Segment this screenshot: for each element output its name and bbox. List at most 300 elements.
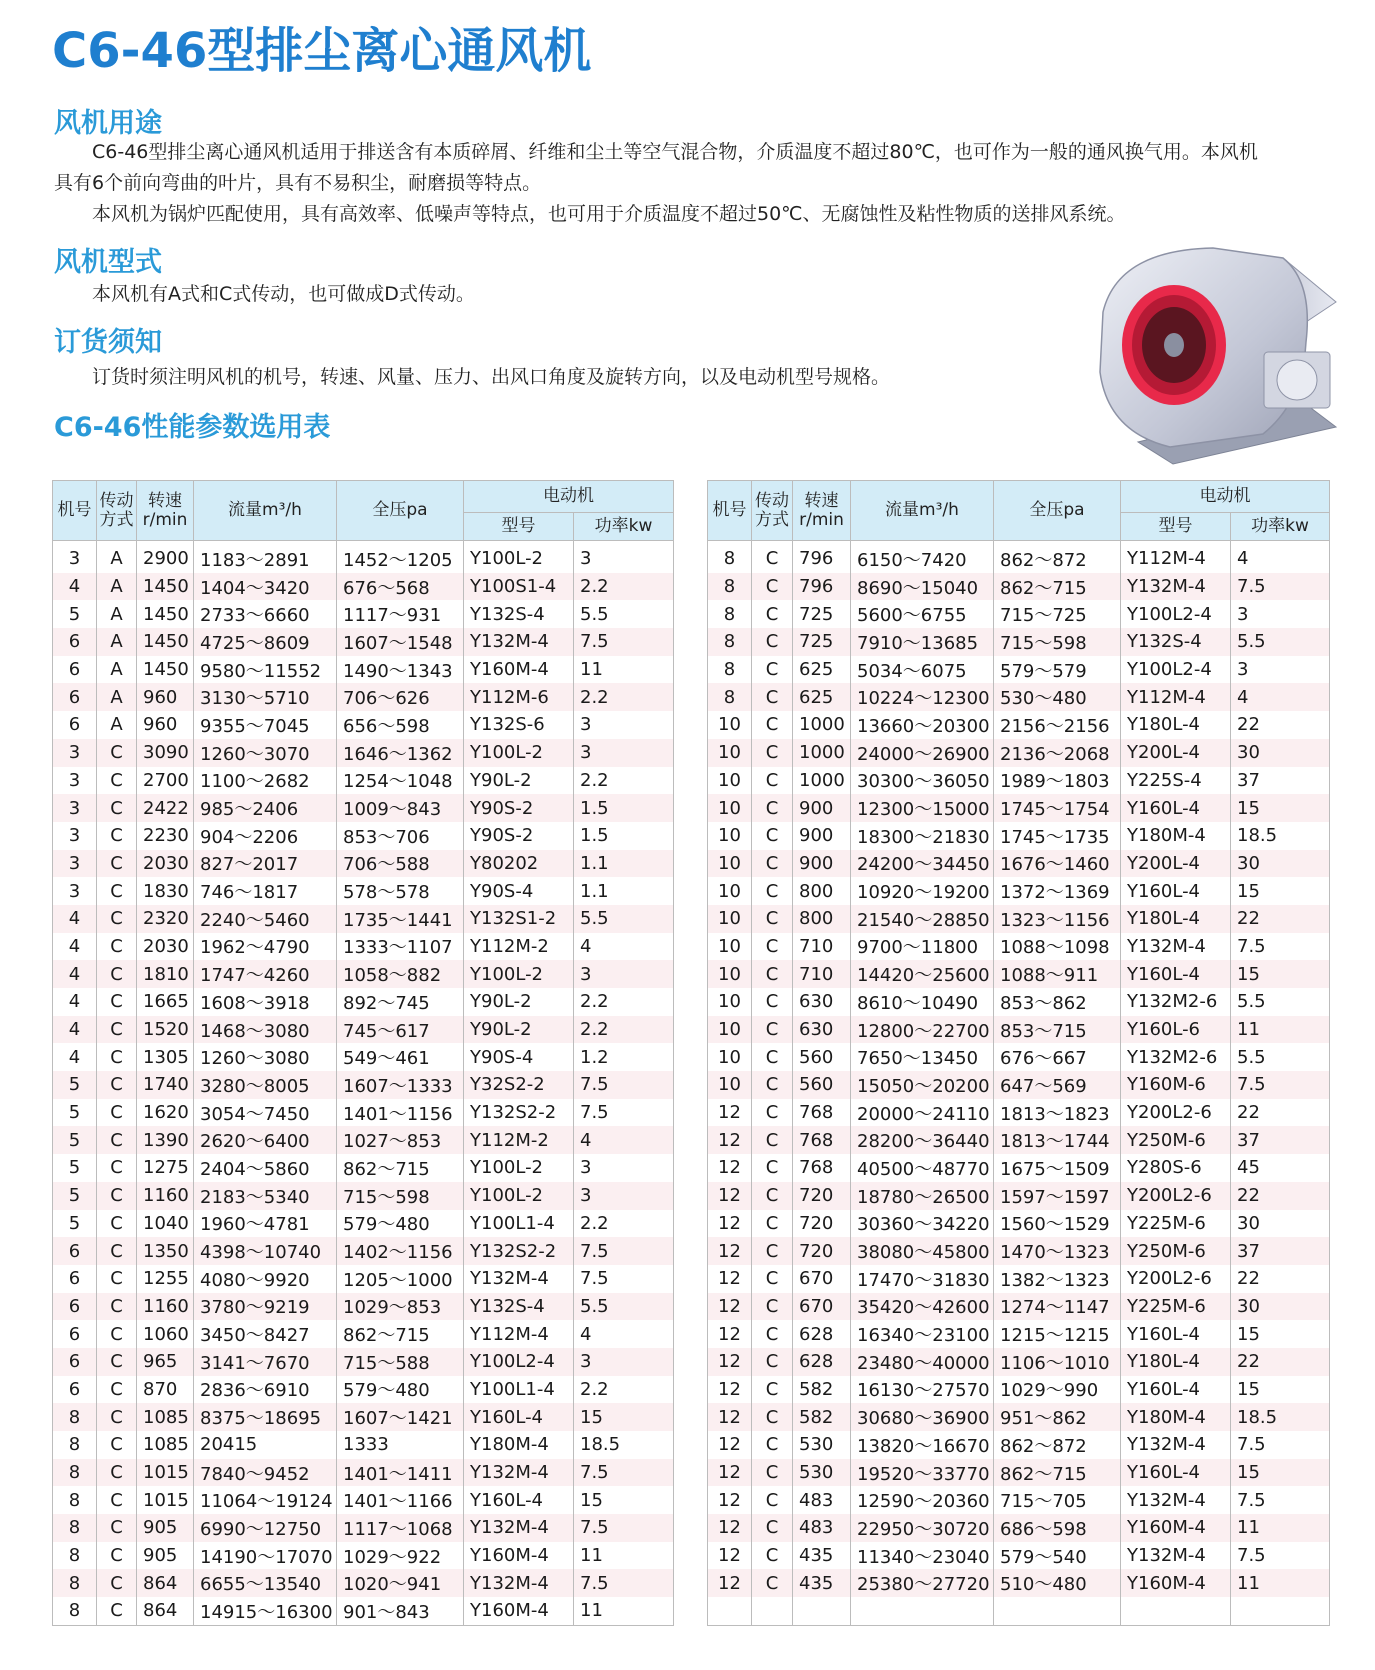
- table-row: [708, 767, 1330, 795]
- cell-drive: C: [97, 1431, 137, 1459]
- cell-machine-no: 12: [708, 1320, 752, 1348]
- cell-pressure: 510～480: [994, 1569, 1121, 1597]
- cell-model: Y112M-2: [464, 933, 574, 961]
- table-row: [708, 683, 1330, 711]
- cell-pressure: 951～862: [994, 1403, 1121, 1431]
- cell-pressure: 579～480: [337, 1210, 464, 1238]
- cell-power: 4: [574, 933, 674, 961]
- cell-flow: 8375～18695: [194, 1403, 337, 1431]
- cell-model: Y160L-4: [464, 1403, 574, 1431]
- cell-speed: 1000: [793, 767, 851, 795]
- table-row: [53, 822, 674, 850]
- cell-drive: C: [97, 1514, 137, 1542]
- table-row: [53, 1376, 674, 1404]
- cell-model: Y225M-6: [1121, 1210, 1231, 1238]
- cell-model: Y100L2-4: [1121, 656, 1231, 684]
- cell-machine-no: 8: [53, 1459, 97, 1487]
- cell-speed: 720: [793, 1210, 851, 1238]
- cell-power: 7.5: [1231, 1071, 1330, 1099]
- cell-machine-no: 4: [53, 905, 97, 933]
- cell-model: Y160M-4: [1121, 1514, 1231, 1542]
- cell-model: Y80202: [464, 850, 574, 878]
- cell-model: Y100L-2: [464, 739, 574, 767]
- cell-power: 22: [1231, 1348, 1330, 1376]
- cell-pressure: 1027～853: [337, 1126, 464, 1154]
- cell-model: Y100L-2: [464, 541, 574, 573]
- cell-pressure: 686～598: [994, 1514, 1121, 1542]
- cell-power: 3: [1231, 600, 1330, 628]
- cell-power: 7.5: [1231, 1431, 1330, 1459]
- cell-pressure: 676～568: [337, 573, 464, 601]
- cell-speed: 582: [793, 1403, 851, 1431]
- cell-drive: C: [752, 1569, 793, 1597]
- cell-drive: C: [752, 683, 793, 711]
- cell-speed: 435: [793, 1569, 851, 1597]
- table-row: [708, 711, 1330, 739]
- cell-model: Y132M-4: [1121, 1486, 1231, 1514]
- cell-power: 7.5: [1231, 573, 1330, 601]
- cell-machine-no: 12: [708, 1182, 752, 1210]
- cell-machine-no: 6: [53, 656, 97, 684]
- cell-flow: 6150～7420: [851, 541, 994, 573]
- cell-speed: 1255: [137, 1265, 194, 1293]
- table-row: [708, 1016, 1330, 1044]
- header-speed: 转速 r/min: [793, 481, 851, 541]
- cell-flow: 827～2017: [194, 850, 337, 878]
- table-row: [708, 850, 1330, 878]
- cell-model: Y132S-4: [1121, 628, 1231, 656]
- cell-flow: 1404～3420: [194, 573, 337, 601]
- cell-machine-no: 12: [708, 1403, 752, 1431]
- cell-speed: 870: [137, 1376, 194, 1404]
- cell-flow: 1100～2682: [194, 767, 337, 795]
- cell-power: 4: [574, 1320, 674, 1348]
- table-row: [708, 1514, 1330, 1542]
- cell-power: 3: [574, 1182, 674, 1210]
- cell-pressure: 1058～882: [337, 960, 464, 988]
- cell-speed: 900: [793, 850, 851, 878]
- table-row: [53, 600, 674, 628]
- usage-heading: 风机用途: [54, 108, 162, 139]
- cell-flow: 3054～7450: [194, 1099, 337, 1127]
- cell-model: Y100L-2: [464, 1182, 574, 1210]
- cell-flow: 18300～21830: [851, 822, 994, 850]
- cell-model: Y132M-4: [1121, 573, 1231, 601]
- cell-model: Y160M-6: [1121, 1071, 1231, 1099]
- table-row: [53, 794, 674, 822]
- cell-speed: 725: [793, 628, 851, 656]
- cell-drive: C: [97, 1099, 137, 1127]
- cell-model: Y132S-4: [464, 1293, 574, 1321]
- cell-pressure: 1382～1323: [994, 1265, 1121, 1293]
- cell-flow: 14420～25600: [851, 960, 994, 988]
- cell-machine-no: 12: [708, 1126, 752, 1154]
- cell-pressure: 1490～1343: [337, 656, 464, 684]
- usage-paragraph-1-line-1: C6-46型排尘离心通风机适用于排送含有本质碎屑、纤维和尘土等空气混合物，介质温度不超过80℃，也可作为一般的通风换气用。本风机: [92, 141, 1258, 163]
- cell-pressure: 1813～1823: [994, 1099, 1121, 1127]
- cell-pressure: 892～745: [337, 988, 464, 1016]
- cell-power: 3: [574, 739, 674, 767]
- cell-speed: 560: [793, 1071, 851, 1099]
- cell-model: Y112M-4: [1121, 683, 1231, 711]
- cell-model: Y132M-4: [1121, 1542, 1231, 1570]
- cell-speed: 720: [793, 1237, 851, 1265]
- cell-model: Y90S-2: [464, 822, 574, 850]
- table-row: [53, 1265, 674, 1293]
- cell-model: Y132M2-6: [1121, 1043, 1231, 1071]
- usage-paragraph-2: 本风机为锅炉匹配使用，具有高效率、低噪声等特点，也可用于介质温度不超过50℃、无腐蚀性及粘性物质的送排风系统。: [92, 203, 1126, 225]
- cell-drive: C: [97, 1182, 137, 1210]
- cell-machine-no: 10: [708, 739, 752, 767]
- cell-drive: C: [97, 933, 137, 961]
- cell-drive: A: [97, 600, 137, 628]
- cell-flow: 9580～11552: [194, 656, 337, 684]
- cell-machine-no: 3: [53, 877, 97, 905]
- header-motor: 电动机: [464, 481, 674, 513]
- cell-speed: 1665: [137, 988, 194, 1016]
- performance-table-right-body: [708, 541, 1330, 1626]
- cell-pressure: 853～706: [337, 822, 464, 850]
- cell-machine-no: 12: [708, 1210, 752, 1238]
- cell-drive: C: [97, 1459, 137, 1487]
- header-power: 功率kw: [574, 513, 674, 541]
- cell-speed: 2422: [137, 794, 194, 822]
- cell-power: 2.2: [574, 1376, 674, 1404]
- table-row-blank: [708, 1597, 1330, 1625]
- cell-machine-no: 6: [53, 1376, 97, 1404]
- cell-model: Y90L-2: [464, 767, 574, 795]
- cell-machine-no: 8: [53, 1542, 97, 1570]
- cell-pressure: 1205～1000: [337, 1265, 464, 1293]
- cell-pressure: 862～715: [994, 1459, 1121, 1487]
- cell-speed: 3090: [137, 739, 194, 767]
- cell-flow: 11064～19124: [194, 1486, 337, 1514]
- cell-flow: 2240～5460: [194, 905, 337, 933]
- cell-pressure: 901～843: [337, 1597, 464, 1625]
- cell-pressure: 1745～1754: [994, 794, 1121, 822]
- cell-power: 22: [1231, 1265, 1330, 1293]
- header-drive: 传动 方式: [752, 481, 793, 541]
- cell-speed: 1390: [137, 1126, 194, 1154]
- cell-speed: 768: [793, 1126, 851, 1154]
- table-row: [53, 1237, 674, 1265]
- cell-power: 7.5: [574, 1569, 674, 1597]
- cell-power: 1.2: [574, 1043, 674, 1071]
- cell-flow: 6990～12750: [194, 1514, 337, 1542]
- cell-flow: 19520～33770: [851, 1459, 994, 1487]
- cell-pressure: 647～569: [994, 1071, 1121, 1099]
- cell-drive: C: [752, 1376, 793, 1404]
- table-row: [708, 905, 1330, 933]
- table-row: [708, 1237, 1330, 1265]
- cell-power: 30: [1231, 1293, 1330, 1321]
- cell-machine-no: 12: [708, 1348, 752, 1376]
- table-row: [53, 711, 674, 739]
- cell-drive: C: [97, 960, 137, 988]
- cell-machine-no: 6: [53, 1348, 97, 1376]
- cell-speed: 796: [793, 541, 851, 573]
- cell-machine-no: 10: [708, 850, 752, 878]
- cell-power: 22: [1231, 905, 1330, 933]
- cell-model: Y132S-6: [464, 711, 574, 739]
- cell-speed: 2030: [137, 850, 194, 878]
- cell-flow: 2620～6400: [194, 1126, 337, 1154]
- table-row: [708, 877, 1330, 905]
- cell-power: 7.5: [574, 1099, 674, 1127]
- cell-pressure: 1745～1735: [994, 822, 1121, 850]
- cell-model: Y100L2-4: [464, 1348, 574, 1376]
- cell-pressure: 1470～1323: [994, 1237, 1121, 1265]
- cell-drive: C: [752, 1016, 793, 1044]
- cell-model: Y112M-6: [464, 683, 574, 711]
- cell-flow: 12590～20360: [851, 1486, 994, 1514]
- cell-power: 7.5: [1231, 1486, 1330, 1514]
- cell-machine-no: 10: [708, 1071, 752, 1099]
- cell-speed: 1450: [137, 656, 194, 684]
- cell-flow: 1747～4260: [194, 960, 337, 988]
- cell-speed: 960: [137, 683, 194, 711]
- header-model: 型号: [1121, 513, 1231, 541]
- cell-speed: 670: [793, 1293, 851, 1321]
- cell-power: 15: [574, 1403, 674, 1431]
- cell-machine-no: 3: [53, 767, 97, 795]
- cell-pressure: 1607～1421: [337, 1403, 464, 1431]
- table-row: [53, 1043, 674, 1071]
- cell-model: Y160L-4: [1121, 794, 1231, 822]
- cell-flow: 2836～6910: [194, 1376, 337, 1404]
- cell-machine-no: 5: [53, 1154, 97, 1182]
- table-row: [53, 905, 674, 933]
- cell-model: Y160L-4: [1121, 960, 1231, 988]
- cell-speed: 483: [793, 1514, 851, 1542]
- cell-machine-no: 8: [708, 628, 752, 656]
- cell-pressure: 1254～1048: [337, 767, 464, 795]
- cell-model: Y160M-4: [464, 656, 574, 684]
- cell-model: Y132M-4: [464, 1569, 574, 1597]
- cell-machine-no: 5: [53, 1099, 97, 1127]
- cell-pressure: 862～715: [337, 1154, 464, 1182]
- cell-model: Y180L-4: [1121, 1348, 1231, 1376]
- cell-drive: C: [752, 1486, 793, 1514]
- cell-flow: 2733～6660: [194, 600, 337, 628]
- cell-model: Y32S2-2: [464, 1071, 574, 1099]
- header-power: 功率kw: [1231, 513, 1330, 541]
- header-drive: 传动 方式: [97, 481, 137, 541]
- cell-drive: C: [97, 1348, 137, 1376]
- header-pressure: 全压pa: [337, 481, 464, 541]
- cell-flow: 1183～2891: [194, 541, 337, 573]
- cell-machine-no: 8: [708, 573, 752, 601]
- cell-power: 22: [1231, 711, 1330, 739]
- cell-machine-no: 3: [53, 822, 97, 850]
- cell-drive: C: [752, 1403, 793, 1431]
- cell-power: 30: [1231, 1210, 1330, 1238]
- cell-model: Y132M-4: [464, 628, 574, 656]
- cell-machine-no: 12: [708, 1237, 752, 1265]
- cell-model: Y132M-4: [464, 1514, 574, 1542]
- table-row: [708, 600, 1330, 628]
- table-row: [53, 988, 674, 1016]
- table-row: [53, 541, 674, 573]
- cell-power: 5.5: [1231, 628, 1330, 656]
- cell-pressure: 1597～1597: [994, 1182, 1121, 1210]
- cell-flow: 6655～13540: [194, 1569, 337, 1597]
- table-row: [53, 1514, 674, 1542]
- table-row: [53, 683, 674, 711]
- cell-pressure: 715～598: [337, 1182, 464, 1210]
- cell-speed: 1350: [137, 1237, 194, 1265]
- cell-machine-no: 4: [53, 988, 97, 1016]
- cell-drive: C: [97, 1542, 137, 1570]
- cell-power: 1.5: [574, 822, 674, 850]
- cell-model: Y100L-2: [464, 1154, 574, 1182]
- cell-pressure: 715～598: [994, 628, 1121, 656]
- cell-machine-no: 12: [708, 1431, 752, 1459]
- table-row: [53, 1431, 674, 1459]
- cell-power: 7.5: [574, 628, 674, 656]
- cell-model: Y180L-4: [1121, 711, 1231, 739]
- cell-model: Y160M-4: [464, 1542, 574, 1570]
- cell-drive: C: [97, 1376, 137, 1404]
- cell-drive: C: [752, 988, 793, 1016]
- cell-power: 37: [1231, 1237, 1330, 1265]
- cell-flow: 13660～20300: [851, 711, 994, 739]
- cell-drive: C: [752, 1099, 793, 1127]
- cell-flow: 40500～48770: [851, 1154, 994, 1182]
- cell-power: 3: [1231, 656, 1330, 684]
- cell-model: Y132M-4: [1121, 1431, 1231, 1459]
- cell-speed: 1520: [137, 1016, 194, 1044]
- cell-speed: 1000: [793, 739, 851, 767]
- cell-drive: C: [752, 1071, 793, 1099]
- cell-drive: C: [97, 988, 137, 1016]
- cell-power: 5.5: [1231, 1043, 1330, 1071]
- cell-power: 2.2: [574, 1210, 674, 1238]
- cell-power: 7.5: [574, 1514, 674, 1542]
- cell-flow: 14190～17070: [194, 1542, 337, 1570]
- cell-machine-no: 12: [708, 1486, 752, 1514]
- cell-model: Y132M2-6: [1121, 988, 1231, 1016]
- cell-drive: A: [97, 628, 137, 656]
- cell-pressure: 579～540: [994, 1542, 1121, 1570]
- cell-model: Y132M-4: [464, 1265, 574, 1293]
- cell-speed: 625: [793, 683, 851, 711]
- cell-flow: 23480～40000: [851, 1348, 994, 1376]
- cell-power: 2.2: [574, 988, 674, 1016]
- cell-machine-no: 5: [53, 1071, 97, 1099]
- table-row: [53, 1210, 674, 1238]
- table-row: [53, 1016, 674, 1044]
- cell-machine-no: 12: [708, 1293, 752, 1321]
- cell-pressure: 1333～1107: [337, 933, 464, 961]
- cell-machine-no: 12: [708, 1542, 752, 1570]
- cell-machine-no: 6: [53, 683, 97, 711]
- table-row: [708, 1542, 1330, 1570]
- cell-machine-no: 6: [53, 1293, 97, 1321]
- table-row: [708, 1071, 1330, 1099]
- table-row: [53, 960, 674, 988]
- cell-model: Y132M-4: [464, 1459, 574, 1487]
- cell-pressure: 1106～1010: [994, 1348, 1121, 1376]
- cell-drive: C: [752, 1043, 793, 1071]
- cell-speed: 2700: [137, 767, 194, 795]
- cell-speed: 960: [137, 711, 194, 739]
- cell-power: 5.5: [1231, 988, 1330, 1016]
- table-row: [708, 1459, 1330, 1487]
- table-row: [708, 988, 1330, 1016]
- cell-machine-no: 12: [708, 1376, 752, 1404]
- cell-drive: C: [97, 850, 137, 878]
- type-paragraph: 本风机有A式和C式传动，也可做成D式传动。: [92, 283, 475, 305]
- cell-power: 1.1: [574, 850, 674, 878]
- cell-speed: 530: [793, 1459, 851, 1487]
- cell-drive: C: [752, 1320, 793, 1348]
- cell-power: 2.2: [574, 767, 674, 795]
- cell-power: 7.5: [574, 1459, 674, 1487]
- cell-flow: 22950～30720: [851, 1514, 994, 1542]
- cell-machine-no: 8: [708, 600, 752, 628]
- cell-model: Y100L2-4: [1121, 600, 1231, 628]
- cell-drive: C: [97, 1293, 137, 1321]
- cell-speed: 905: [137, 1542, 194, 1570]
- cell-drive: C: [97, 1597, 137, 1625]
- cell-drive: C: [752, 656, 793, 684]
- cell-speed: 1160: [137, 1182, 194, 1210]
- cell-machine-no: 6: [53, 711, 97, 739]
- cell-pressure: 1029～922: [337, 1542, 464, 1570]
- cell-pressure: 706～588: [337, 850, 464, 878]
- table-row: [708, 739, 1330, 767]
- cell-machine-no: 12: [708, 1265, 752, 1293]
- cell-pressure: 579～480: [337, 1376, 464, 1404]
- cell-drive: C: [97, 1154, 137, 1182]
- cell-flow: 28200～36440: [851, 1126, 994, 1154]
- cell-drive: C: [97, 794, 137, 822]
- cell-flow: 5034～6075: [851, 656, 994, 684]
- cell-model: Y180M-4: [1121, 822, 1231, 850]
- cell-pressure: 745～617: [337, 1016, 464, 1044]
- cell-flow: 10224～12300: [851, 683, 994, 711]
- cell-flow: 13820～16670: [851, 1431, 994, 1459]
- table-row: [708, 1182, 1330, 1210]
- cell-power: 7.5: [574, 1071, 674, 1099]
- cell-drive: A: [97, 656, 137, 684]
- cell-machine-no: 3: [53, 541, 97, 573]
- cell-pressure: 706～626: [337, 683, 464, 711]
- cell-pressure: 676～667: [994, 1043, 1121, 1071]
- table-row: [53, 1293, 674, 1321]
- cell-pressure: 578～578: [337, 877, 464, 905]
- cell-flow: 25380～27720: [851, 1569, 994, 1597]
- table-row: [53, 1597, 674, 1625]
- cell-drive: C: [752, 1182, 793, 1210]
- cell-pressure: 1676～1460: [994, 850, 1121, 878]
- cell-speed: 435: [793, 1542, 851, 1570]
- cell-machine-no: 8: [53, 1569, 97, 1597]
- cell-drive: C: [752, 1293, 793, 1321]
- cell-pressure: 1675～1509: [994, 1154, 1121, 1182]
- centrifugal-fan-image: [1078, 242, 1340, 467]
- cell-drive: A: [97, 683, 137, 711]
- cell-drive: C: [97, 739, 137, 767]
- cell-machine-no: 6: [53, 1237, 97, 1265]
- table-row: [53, 573, 674, 601]
- cell-flow: 12800～22700: [851, 1016, 994, 1044]
- cell-speed: 1620: [137, 1099, 194, 1127]
- cell-machine-no: 3: [53, 850, 97, 878]
- cell-speed: 630: [793, 988, 851, 1016]
- cell-power: 18.5: [1231, 1403, 1330, 1431]
